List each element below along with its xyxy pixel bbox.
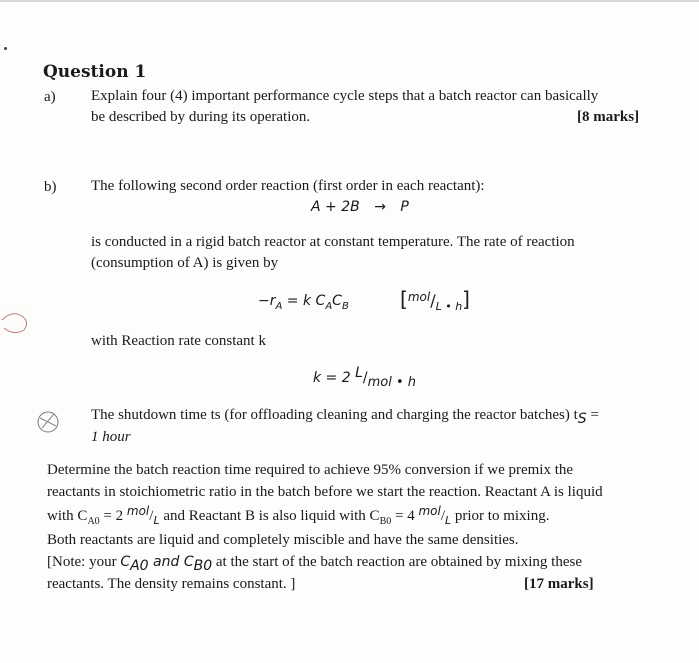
det-l3-e: prior to mixing.	[451, 508, 550, 524]
rate-eq-c2: C	[332, 293, 342, 309]
shutdown-line-2: 1 hour	[91, 429, 131, 445]
part-b-marks: [17 marks]	[524, 576, 594, 592]
det-line-1: Determine the batch reaction time required to achieve 95% conversion if we premix the	[47, 462, 574, 478]
part-a-marks: [8 marks]	[577, 109, 640, 125]
part-b-label: b)	[44, 179, 57, 195]
det-line-5	[47, 552, 582, 576]
rate-eq-sub-2: B	[341, 300, 349, 312]
det-line-4: Both reactants are liquid and completely miscible and have the same densities.	[47, 532, 519, 548]
k-eq-lhs: k = 2	[313, 370, 356, 386]
part-b-intro: The following second order reaction (first order in each reactant):	[91, 178, 485, 194]
margin-scribble-2	[28, 400, 68, 440]
rate-unit-den: L • h	[435, 300, 463, 313]
det-line-2: reactants in stoichiometric ratio in the batch before we start the reaction. Reactant A is liquid	[47, 484, 603, 500]
det-l5-and: and	[148, 554, 184, 570]
det-line-6: reactants. The density remains constant. ]	[47, 576, 296, 592]
question-title: Question 1	[43, 62, 147, 82]
rate-unit-close: ]	[462, 287, 470, 311]
margin-dot	[4, 47, 7, 50]
det-l3-a: with C	[47, 508, 88, 524]
det-l3-d: = 4	[391, 508, 419, 524]
rate-eq-lhs-sub: A	[275, 300, 283, 312]
shutdown-sub: S	[577, 411, 587, 427]
det-l3-u1-num: mol	[126, 504, 150, 518]
top-border	[0, 0, 699, 2]
reaction-equation	[311, 199, 409, 215]
rate-eq-lhs: −r	[258, 293, 276, 309]
det-l5-sub2: B0	[193, 558, 213, 574]
rate-unit: $[^{mol}/_{L • h}]$	[400, 287, 470, 313]
det-l3-u2-den: L	[445, 514, 452, 527]
k-eq-num: L	[355, 365, 363, 381]
shutdown-line-1	[91, 405, 599, 429]
det-l3-sub2: B0	[379, 516, 392, 527]
det-l5-sub1: A0	[130, 558, 149, 574]
rate-unit-num: mol	[407, 290, 431, 304]
det-l3-u2-num: mol	[418, 504, 441, 518]
part-a-line-2: be described by during its operation.	[91, 109, 311, 125]
part-a-line-1: Explain four (4) important performance cycle steps that a batch reactor can basically	[91, 88, 599, 104]
det-l5-c1: C	[120, 554, 131, 570]
part-b-desc-1: is conducted in a rigid batch reactor at constant temperature. The rate of reaction	[91, 234, 575, 250]
part-b-desc-2: (consumption of A) is given by	[91, 255, 279, 271]
k-eq-den: mol • h	[367, 375, 417, 390]
det-l5-b: at the start of the batch reaction are obtained by mixing these	[212, 554, 583, 570]
det-l3-b: = 2	[99, 508, 127, 524]
shutdown-text: The shutdown time ts (for offloading cleaning and charging the reactor batches) t	[91, 407, 578, 423]
rate-equation	[258, 293, 349, 312]
shutdown-eq: =	[586, 407, 599, 423]
reaction-lhs: A + 2B	[311, 199, 360, 215]
det-l3-u1-den: L	[153, 514, 160, 527]
det-l3-c: and Reactant B is also liquid with C	[159, 508, 380, 524]
det-l3-sub1: A0	[87, 516, 100, 527]
reaction-arrow: →	[374, 199, 386, 215]
rate-unit-open: [	[400, 287, 408, 311]
det-l5-a: [Note: your	[47, 554, 121, 570]
reaction-rhs: P	[400, 199, 409, 215]
part-a-label: a)	[44, 89, 56, 105]
det-l5-c2: C	[183, 554, 194, 570]
k-label: with Reaction rate constant k	[91, 333, 266, 349]
margin-scribble-1	[0, 300, 40, 340]
rate-eq-sub-1: A	[325, 300, 333, 312]
k-equation: k = 2 L/mol • h	[313, 365, 417, 390]
det-line-3: with $C_{A0} = 2$ $^{mol}/_L$ and Reactant B is also liquid with $C_{B0} = 4$ $^{mol}/_L$ prior to mixing.	[47, 504, 550, 527]
rate-eq-mid: = k C	[282, 293, 326, 309]
